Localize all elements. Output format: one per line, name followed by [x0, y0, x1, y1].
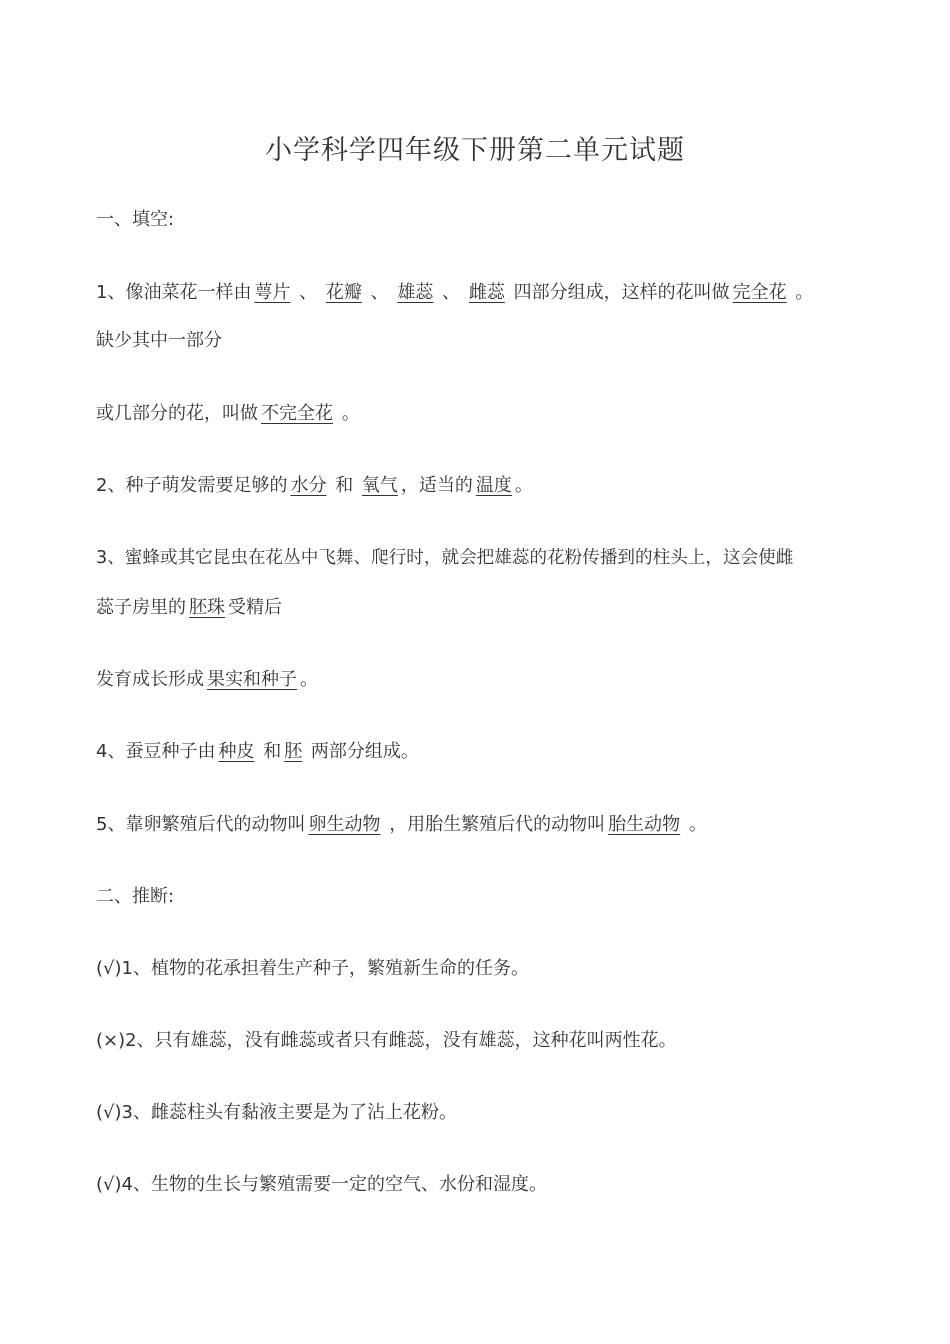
q4-lead: 4、蚕豆种子由 [96, 741, 216, 762]
q1-answer-sepal: 萼片 [254, 282, 291, 303]
document-title: 小学科学四年级下册第二单元试题 [265, 135, 685, 166]
q3-line3-lead: 发育成长形成 [96, 669, 204, 690]
q1-line3-end: 。 [341, 403, 360, 424]
question-1-line-1 [96, 281, 813, 305]
question-3-line-1: 3、蜜蜂或其它昆虫在花丛中飞舞、爬行时，就会把雄蕊的花粉传播到的柱头上，这会使雌 [96, 548, 794, 568]
q1-answer-pistil: 雌蕊 [468, 282, 505, 303]
q2-mid2: ，适当的 [400, 475, 473, 496]
q3-answer-fruit-seed: 果实和种子 [207, 669, 297, 690]
q5-end: 。 [688, 814, 707, 835]
q1-end: 。 [795, 282, 814, 303]
question-2 [96, 474, 533, 498]
q4-answer-seed-coat: 种皮 [218, 741, 255, 762]
q5-lead: 5、靠卵繁殖后代的动物叫 [96, 814, 306, 835]
q1-answer-stamen: 雄蕊 [397, 282, 434, 303]
judgement-item-4: (√)4、生物的生长与繁殖需要一定的空气、水份和湿度。 [96, 1174, 547, 1195]
q4-answer-embryo: 胚 [284, 741, 303, 762]
q1-answer-petal: 花瓣 [325, 282, 362, 303]
q1-answer-incomplete-flower: 不完全花 [261, 403, 333, 424]
q1-sep3: 、 [442, 282, 461, 303]
q1-answer-complete-flower: 完全花 [732, 282, 787, 303]
q1-lead: 1、像油菜花一样由 [96, 282, 252, 303]
section2-heading: 二、推断: [96, 886, 175, 907]
q2-answer-water: 水分 [290, 475, 327, 496]
judgement-item-1: (√)1、植物的花承担着生产种子，繁殖新生命的任务。 [96, 958, 529, 979]
q2-lead: 2、种子萌发需要足够的 [96, 475, 288, 496]
question-1-line-2: 缺少其中一部分 [96, 330, 222, 351]
q5-answer-viviparous: 胎生动物 [608, 814, 681, 835]
question-1-line-3 [96, 402, 360, 426]
section1-heading: 一、填空: [96, 209, 175, 230]
q2-mid1: 和 [335, 475, 354, 496]
q2-answer-temperature: 温度 [475, 475, 512, 496]
q3-line2-end: 受精后 [228, 597, 282, 618]
q2-answer-oxygen: 氧气 [361, 475, 398, 496]
question-5 [96, 813, 707, 837]
q1-sep2: 、 [370, 282, 389, 303]
q4-mid: 和 [263, 741, 282, 762]
question-4 [96, 740, 419, 764]
q5-answer-oviparous: 卵生动物 [308, 814, 381, 835]
question-3-line-3 [96, 668, 318, 692]
q3-answer-ovule: 胚珠 [189, 597, 225, 618]
q1-sep1: 、 [299, 282, 318, 303]
q1-mid: 四部分组成，这样的花叫做 [513, 282, 730, 303]
q2-end: 。 [514, 475, 533, 496]
q4-end: 两部分组成。 [310, 741, 419, 762]
q5-mid: ，用胎生繁殖后代的动物叫 [389, 814, 606, 835]
judgement-item-2: (×)2、只有雄蕊，没有雌蕊或者只有雌蕊，没有雄蕊，这种花叫两性花。 [96, 1030, 677, 1051]
judgement-item-3: (√)3、雌蕊柱头有黏液主要是为了沾上花粉。 [96, 1102, 457, 1123]
q3-line3-end: 。 [300, 669, 318, 690]
q1-line3-lead: 或几部分的花，叫做 [96, 403, 258, 424]
question-3-line-2 [96, 596, 282, 620]
q3-line2-lead: 蕊子房里的 [96, 597, 186, 618]
